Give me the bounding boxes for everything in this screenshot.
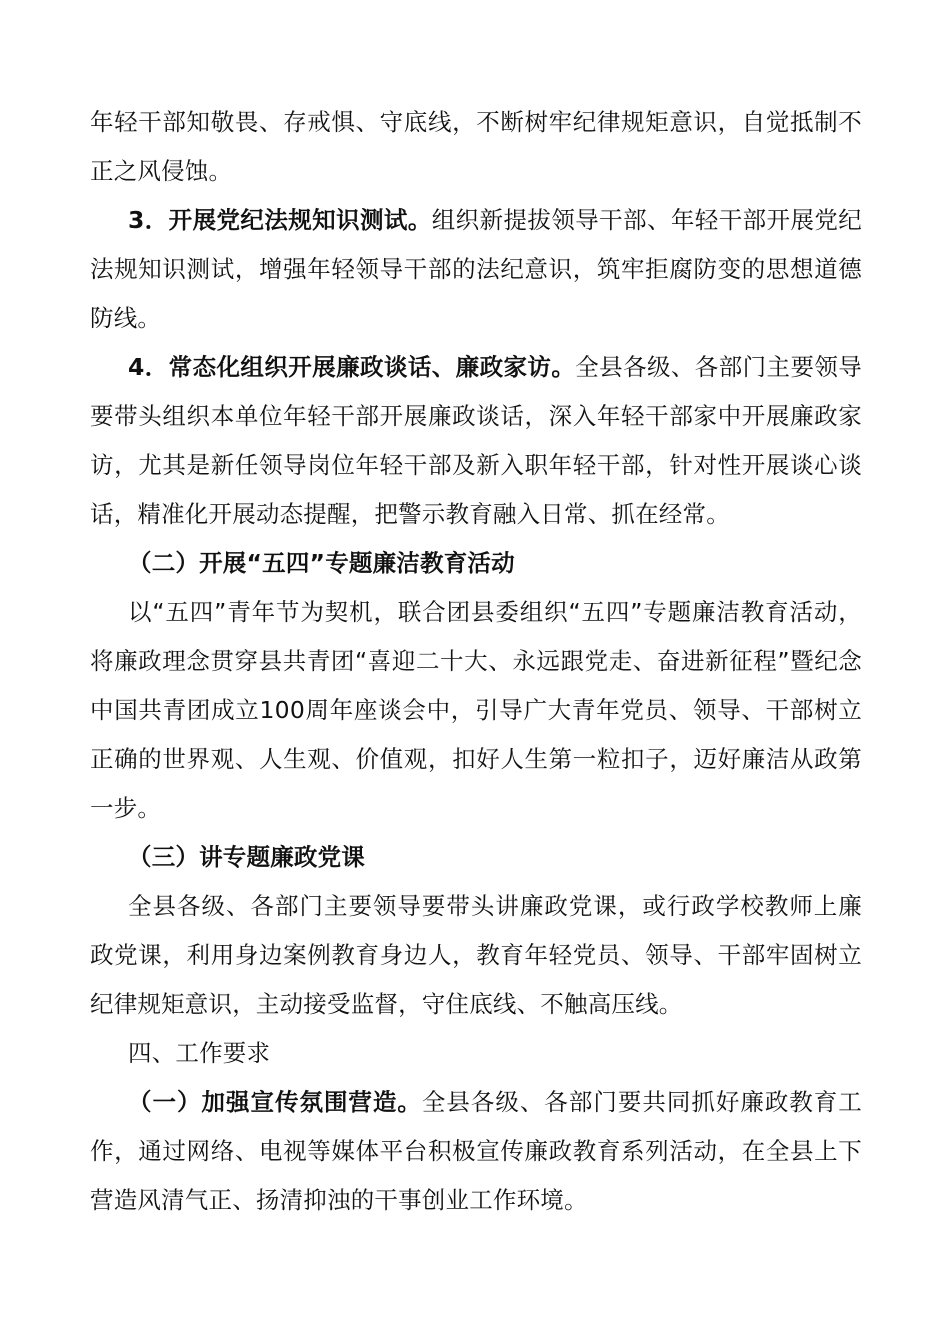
chapter-4-heading: 四、工作要求 — [128, 1039, 271, 1067]
item-3-body: 组织新提拔领导干部、年轻干部开展党纪法规知识测试，增强年轻领导干部的法纪意识，筑牢拒腐防变的思想道德防线。 — [90, 206, 862, 332]
section-2-heading: （二）开展“五四”专题廉洁教育活动 — [128, 549, 515, 577]
item-4-body: 全县各级、各部门主要领导要带头组织本单位年轻干部开展廉政谈话，深入年轻干部家中开展廉政家访，尤其是新任领导岗位年轻干部及新入职年轻干部，针对性开展谈心谈话，精准化开展动态提醒，把警示教育融入日常、抓在经常。 — [90, 353, 862, 528]
requirement-1-body: 全县各级、各部门要共同抓好廉政教育工作，通过网络、电视等媒体平台积极宣传廉政教育系列活动，在全县上下营造风清气正、扬清抑浊的干事创业工作环境。 — [90, 1088, 862, 1214]
paragraph-requirement-1 — [90, 1078, 862, 1225]
section-3-heading: （三）讲专题廉政党课 — [128, 843, 365, 871]
paragraph-item-4 — [90, 343, 862, 539]
item-4-lead: 4．常态化组织开展廉政谈话、廉政家访。 — [128, 353, 576, 381]
section-2-body: 以“五四”青年节为契机，联合团县委组织“五四”专题廉洁教育活动，将廉政理念贯穿县共青团“喜迎二十大、永远跟党走、奋进新征程”暨纪念中国共青团成立100周年座谈会中，引导广大青年党员、领导、干部树立正确的世界观、人生观、价值观，扣好人生第一粒扣子，迈好廉洁从政第一步。 — [90, 598, 862, 822]
paragraph-continued: 年轻干部知敬畏、存戒惧、守底线，不断树牢纪律规矩意识，自觉抵制不正之风侵蚀。 — [90, 108, 862, 185]
item-3-lead: 3．开展党纪法规知识测试。 — [128, 206, 432, 234]
requirement-1-lead: （一）加强宣传氛围营造。 — [128, 1088, 422, 1116]
section-3-body: 全县各级、各部门主要领导要带头讲廉政党课，或行政学校教师上廉政党课，利用身边案例教育身边人，教育年轻党员、领导、干部牢固树立纪律规矩意识，主动接受监督，守住底线、不触高压线。 — [90, 892, 862, 1018]
paragraph-item-3 — [90, 196, 862, 343]
document-page — [90, 98, 862, 1225]
